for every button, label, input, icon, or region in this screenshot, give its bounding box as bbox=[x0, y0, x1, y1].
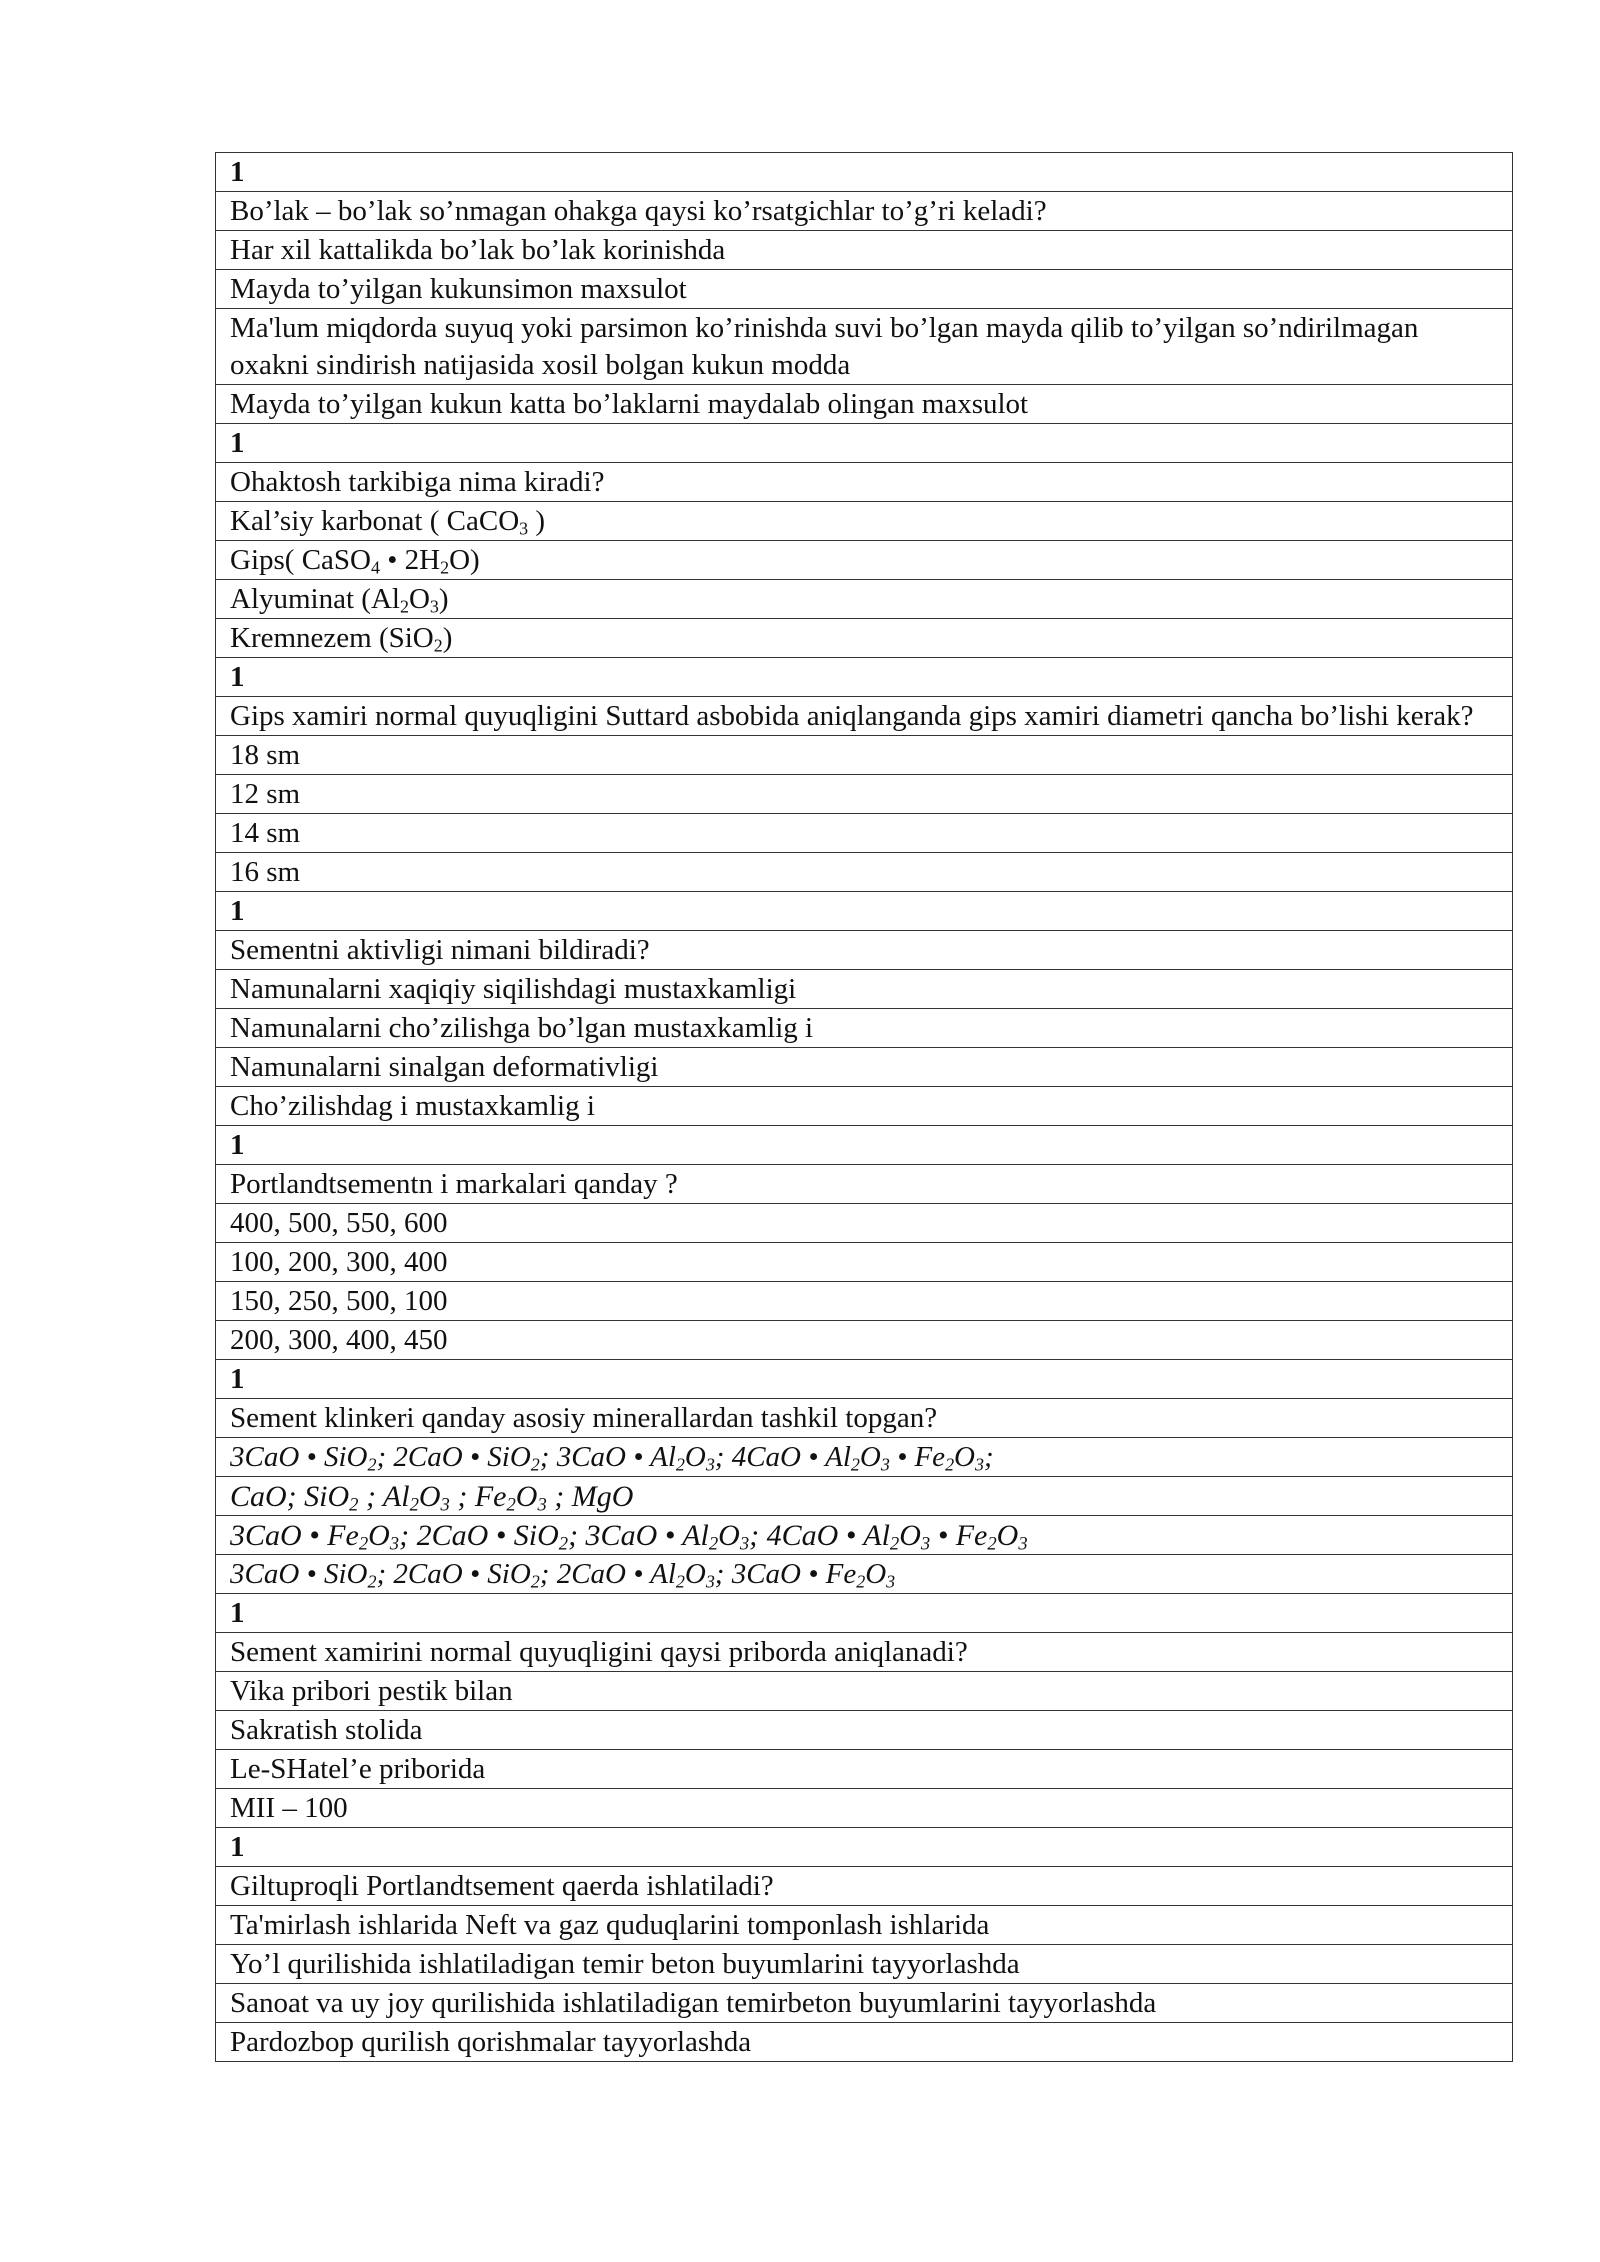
question-number-row bbox=[216, 153, 1513, 192]
answer-option-row bbox=[216, 541, 1513, 580]
question-text-row bbox=[216, 1165, 1513, 1204]
answer-option-row bbox=[216, 1048, 1513, 1087]
answer-option: Pardozbop qurilish qorishmalar tayyorlashda bbox=[216, 2023, 1513, 2062]
question-text-row bbox=[216, 1399, 1513, 1438]
answer-option-row bbox=[216, 1243, 1513, 1282]
question-text: Gips xamiri normal quyuqligini Suttard asbobida aniqlanganda gips xamiri diametri qancha bo’lishi kerak? bbox=[216, 697, 1513, 736]
question-text-row bbox=[216, 192, 1513, 231]
answer-option: Sanoat va uy joy qurilishida ishlatiladigan temirbeton buyumlarini tayyorlashda bbox=[216, 1984, 1513, 2023]
question-text: Ohaktosh tarkibiga nima kiradi? bbox=[216, 463, 1513, 502]
question-text: Sementni aktivligi nimani bildiradi? bbox=[216, 931, 1513, 970]
answer-option: Le-SHatel’e priborida bbox=[216, 1750, 1513, 1789]
answer-option: 400, 500, 550, 600 bbox=[216, 1204, 1513, 1243]
answer-option-row bbox=[216, 1009, 1513, 1048]
answer-option: CaO; SiO$_2$ ; $Al_2O_3$ ; $Fe_2O_3$ ; MgO bbox=[216, 1477, 1513, 1516]
answer-option-row bbox=[216, 1282, 1513, 1321]
answer-option-row bbox=[216, 1945, 1513, 1984]
answer-option-row bbox=[216, 309, 1513, 385]
question-number: 1 bbox=[216, 424, 1513, 463]
question-text: Bo’lak – bo’lak so’nmagan ohakga qaysi ko’rsatgichlar to’g’ri keladi? bbox=[216, 192, 1513, 231]
question-number: 1 bbox=[216, 892, 1513, 931]
answer-option: Alyuminat $(Al_2O_3)$ bbox=[216, 580, 1513, 619]
answer-option-row bbox=[216, 1516, 1513, 1555]
answer-option: Har xil kattalikda bo’lak bo’lak korinishda bbox=[216, 231, 1513, 270]
question-number: 1 bbox=[216, 1126, 1513, 1165]
question-number: 1 bbox=[216, 1594, 1513, 1633]
answer-option-row bbox=[216, 619, 1513, 658]
answer-option: Kal’siy karbonat ( CaCO$_3$ ) bbox=[216, 502, 1513, 541]
answer-option: Yo’l qurilishida ishlatiladigan temir beton buyumlarini tayyorlashda bbox=[216, 1945, 1513, 1984]
answer-option: 3CaO • SiO$_2$; 2CaO • SiO$_2$; 3CaO • $Al_2O_3$; 4CaO • $Al_2O_3$ • $Fe_2O_3$; bbox=[216, 1438, 1513, 1477]
answer-option: 3CaO • $Fe_2O_3$; 2CaO • SiO$_2$; 3CaO • $Al_2O_3$; 4CaO • $Al_2O_3$ • $Fe_2O_3$ bbox=[216, 1516, 1513, 1555]
question-number: 1 bbox=[216, 153, 1513, 192]
answer-option-row bbox=[216, 1789, 1513, 1828]
answer-option-row bbox=[216, 1087, 1513, 1126]
question-number-row bbox=[216, 1828, 1513, 1867]
answer-option: Ta'mirlash ishlarida Neft va gaz quduqlarini tomponlash ishlarida bbox=[216, 1906, 1513, 1945]
answer-option: 16 sm bbox=[216, 853, 1513, 892]
answer-option: 12 sm bbox=[216, 775, 1513, 814]
answer-option-row bbox=[216, 1477, 1513, 1516]
answer-option-row bbox=[216, 1906, 1513, 1945]
answer-option: Gips( CaSO$_4$ • $2H_2O$) bbox=[216, 541, 1513, 580]
answer-option: Cho’zilishdag i mustaxkamlig i bbox=[216, 1087, 1513, 1126]
question-number-row bbox=[216, 1126, 1513, 1165]
question-number-row bbox=[216, 1360, 1513, 1399]
answer-option: 200, 300, 400, 450 bbox=[216, 1321, 1513, 1360]
answer-option-row bbox=[216, 1321, 1513, 1360]
answer-option: Namunalarni xaqiqiy siqilishdagi mustaxkamligi bbox=[216, 970, 1513, 1009]
question-number: 1 bbox=[216, 1828, 1513, 1867]
answer-option-row bbox=[216, 231, 1513, 270]
question-number-row bbox=[216, 658, 1513, 697]
answer-option-row bbox=[216, 270, 1513, 309]
answer-option: Mayda to’yilgan kukun katta bo’laklarni maydalab olingan maxsulot bbox=[216, 385, 1513, 424]
answer-option-row bbox=[216, 385, 1513, 424]
answer-option-row bbox=[216, 1672, 1513, 1711]
answer-option: Ma'lum miqdorda suyuq yoki parsimon ko’rinishda suvi bo’lgan mayda qilib to’yilgan so’ndirilmagan oxakni sindirish natijasida xosil bolgan kukun modda bbox=[216, 309, 1513, 385]
answer-option-row bbox=[216, 775, 1513, 814]
answer-option-row bbox=[216, 814, 1513, 853]
question-number-row bbox=[216, 1594, 1513, 1633]
answer-option-row bbox=[216, 1750, 1513, 1789]
answer-option-row bbox=[216, 1204, 1513, 1243]
question-text: Sement xamirini normal quyuqligini qaysi priborda aniqlanadi? bbox=[216, 1633, 1513, 1672]
answer-option: MII – 100 bbox=[216, 1789, 1513, 1828]
question-number: 1 bbox=[216, 1360, 1513, 1399]
answer-option-row bbox=[216, 970, 1513, 1009]
answer-option-row bbox=[216, 736, 1513, 775]
question-text-row bbox=[216, 463, 1513, 502]
answer-option-row bbox=[216, 502, 1513, 541]
answer-option: 100, 200, 300, 400 bbox=[216, 1243, 1513, 1282]
answer-option: 3CaO • SiO$_2$; 2CaO • SiO$_2$; 2CaO • $Al_2O_3$; 3CaO • $Fe_2O_3$ bbox=[216, 1555, 1513, 1594]
question-text: Giltuproqli Portlandtsement qaerda ishlatiladi? bbox=[216, 1867, 1513, 1906]
answer-option: Mayda to’yilgan kukunsimon maxsulot bbox=[216, 270, 1513, 309]
answer-option: Sakratish stolida bbox=[216, 1711, 1513, 1750]
answer-option-row bbox=[216, 580, 1513, 619]
question-number-row bbox=[216, 892, 1513, 931]
question-number-row bbox=[216, 424, 1513, 463]
answer-option: Namunalarni cho’zilishga bo’lgan mustaxkamlig i bbox=[216, 1009, 1513, 1048]
answer-option-row bbox=[216, 1555, 1513, 1594]
question-text: Portlandtsementn i markalari qanday ? bbox=[216, 1165, 1513, 1204]
question-text: Sement klinkeri qanday asosiy minerallardan tashkil topgan? bbox=[216, 1399, 1513, 1438]
answer-option-row bbox=[216, 1984, 1513, 2023]
answer-option: Namunalarni sinalgan deformativligi bbox=[216, 1048, 1513, 1087]
answer-option: Vika pribori pestik bilan bbox=[216, 1672, 1513, 1711]
question-text-row bbox=[216, 1867, 1513, 1906]
question-text-row bbox=[216, 697, 1513, 736]
answer-option: 18 sm bbox=[216, 736, 1513, 775]
question-number: 1 bbox=[216, 658, 1513, 697]
question-text-row bbox=[216, 931, 1513, 970]
answer-option: 150, 250, 500, 100 bbox=[216, 1282, 1513, 1321]
answer-option-row bbox=[216, 1438, 1513, 1477]
answer-option-row bbox=[216, 1711, 1513, 1750]
answer-option: Kremnezem (SiO$_2$) bbox=[216, 619, 1513, 658]
question-text-row bbox=[216, 1633, 1513, 1672]
answer-option: 14 sm bbox=[216, 814, 1513, 853]
quiz-table bbox=[215, 152, 1513, 2062]
answer-option-row bbox=[216, 2023, 1513, 2062]
answer-option-row bbox=[216, 853, 1513, 892]
